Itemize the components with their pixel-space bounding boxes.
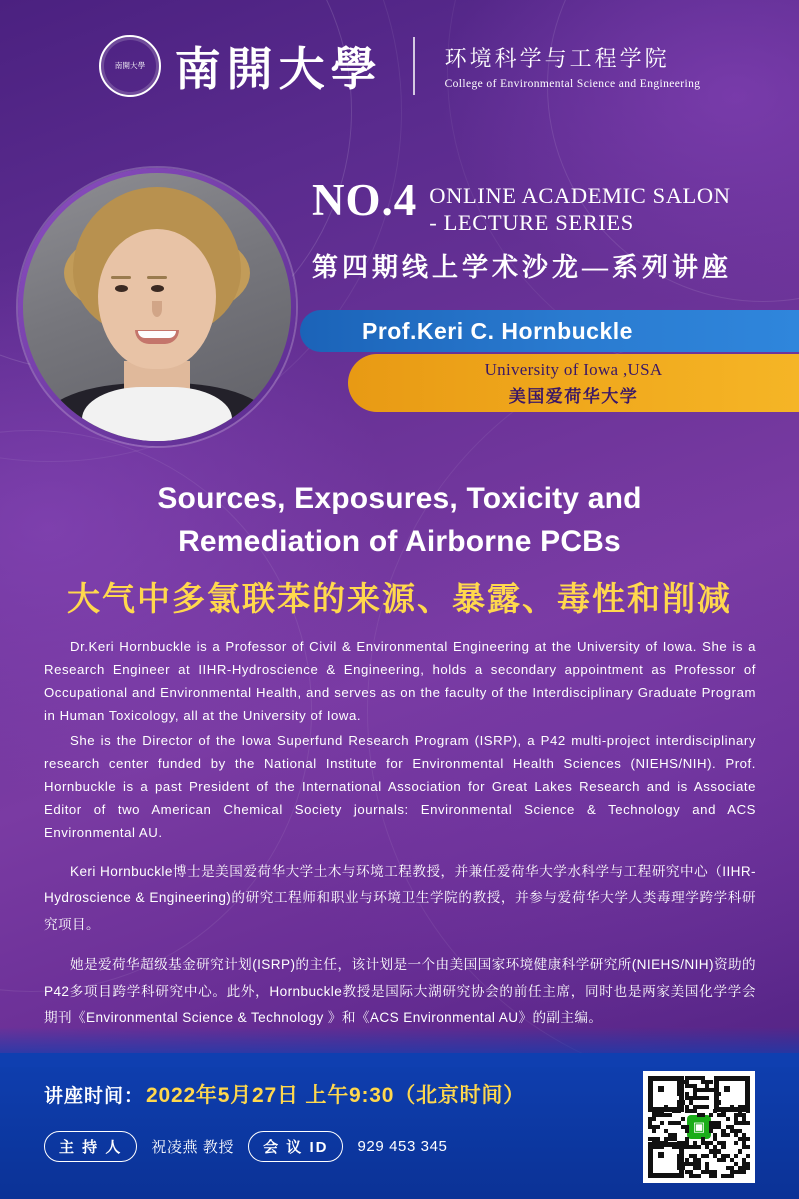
- vertical-divider: [413, 37, 415, 95]
- affiliation-en: University of Iowa ,USA: [484, 359, 663, 379]
- bio-paragraph-cn-2: 她是爱荷华超级基金研究计划(ISRP)的主任，该计划是一个由美国国家环境健康科学研究所(NIEHS/NIH)资助的P42多项目跨学科研究中心。此外，Hornbuckle教授是国际大湖研究协会的前任主席，同时也是两家美国化学学会期刊《Environmental Science & Technology 》和《ACS Environmental AU》的副主编。: [44, 957, 756, 1026]
- portrait-eye-left: [115, 285, 128, 292]
- poster-footer: [0, 1053, 799, 1199]
- portrait-eye-right: [151, 285, 164, 292]
- portrait-teeth: [138, 331, 176, 338]
- lecture-time-value: 2022年5月27日 上午9:30（北京时间）: [146, 1084, 526, 1107]
- host-value: 祝凌燕 教授: [151, 1139, 235, 1156]
- speaker-affiliation-bar: [348, 354, 799, 412]
- qr-center-logo-icon: ▣: [687, 1115, 711, 1139]
- portrait-nose: [152, 301, 162, 317]
- series-title-en: [429, 178, 730, 237]
- speaker-name-bar: [300, 310, 799, 352]
- portrait-face: [98, 229, 216, 369]
- talk-title-block: [0, 478, 799, 620]
- college-name-en: College of Environmental Science and Engineering: [444, 78, 701, 90]
- host-meeting-row: [44, 1131, 447, 1162]
- series-title-en-line2: - LECTURE SERIES: [429, 210, 634, 236]
- series-number: NO.4: [312, 175, 418, 225]
- lecture-time-row: [44, 1079, 525, 1109]
- host-label: 主 持 人: [44, 1131, 137, 1162]
- poster-header: [0, 0, 799, 132]
- portrait-brow-right: [147, 276, 167, 279]
- talk-title-en-line2: Remediation of Airborne PCBs: [178, 524, 621, 558]
- affiliation-cn: 美国爱荷华大学: [508, 386, 639, 406]
- college-name-cn: 环境科学与工程学院: [444, 46, 670, 71]
- series-title-en-line1: ONLINE ACADEMIC SALON: [429, 183, 731, 208]
- talk-title-cn: 大气中多氯联苯的来源、暴露、毒性和削减: [67, 582, 732, 619]
- speaker-name: Prof.Keri C. Hornbuckle: [362, 317, 633, 344]
- university-seal-icon: [99, 35, 161, 97]
- qr-code[interactable]: [643, 1071, 755, 1183]
- college-names: [445, 42, 701, 90]
- bio-paragraph-en-1: Dr.Keri Hornbuckle is a Professor of Civil & Environmental Engineering at the University of Iowa. She is a Research Engineer at IIHR-Hydroscience & Engineering, holds a secondary appointment as Professor of Occupational and Environmental Health, and serves as on the faculty of the Interdisciplinary Graduate Program in Human Toxicology, all at the University of Iowa.: [44, 639, 756, 723]
- portrait-image: [23, 173, 291, 441]
- portrait-brow-left: [111, 276, 131, 279]
- university-logo-row: [99, 33, 701, 99]
- speaker-portrait: [18, 168, 296, 446]
- meeting-id-value: 929 453 345: [357, 1138, 448, 1155]
- series-title-block: [312, 175, 782, 284]
- bio-paragraph-cn-1: Keri Hornbuckle博士是美国爱荷华大学土木与环境工程教授，并兼任爱荷华大学水科学与工程研究中心（IIHR-Hydroscience & Engineering)的研究工程师和职业与环境卫生学院的教授，并参与爱荷华大学人类毒理学跨学科研究项目。: [44, 863, 756, 932]
- meeting-id-label: 会 议 ID: [248, 1131, 343, 1162]
- speaker-bio: [44, 636, 756, 1032]
- lecture-time-label: 讲座时间：: [44, 1085, 145, 1107]
- series-title-cn: 第四期线上学术沙龙—系列讲座: [312, 252, 733, 282]
- qr-code-pattern: [648, 1076, 750, 1178]
- bio-paragraph-en-2: She is the Director of the Iowa Superfund Research Program (ISRP), a P42 multi-project interdisciplinary research center funded by the National Institute for Environmental Health Sciences (NIEHS/NIH). Prof. Hornbuckle is a past President of the International Association for Great Lakes Research and is Associate Editor of two American Chemical Society journals: Environmental Science & Technology and ACS Environmental AU.: [44, 732, 756, 840]
- university-name-cn: 南開大學: [174, 44, 383, 95]
- seal-text: 南開大學: [114, 61, 145, 70]
- talk-title-en-line1: Sources, Exposures, Toxicity and: [157, 482, 642, 515]
